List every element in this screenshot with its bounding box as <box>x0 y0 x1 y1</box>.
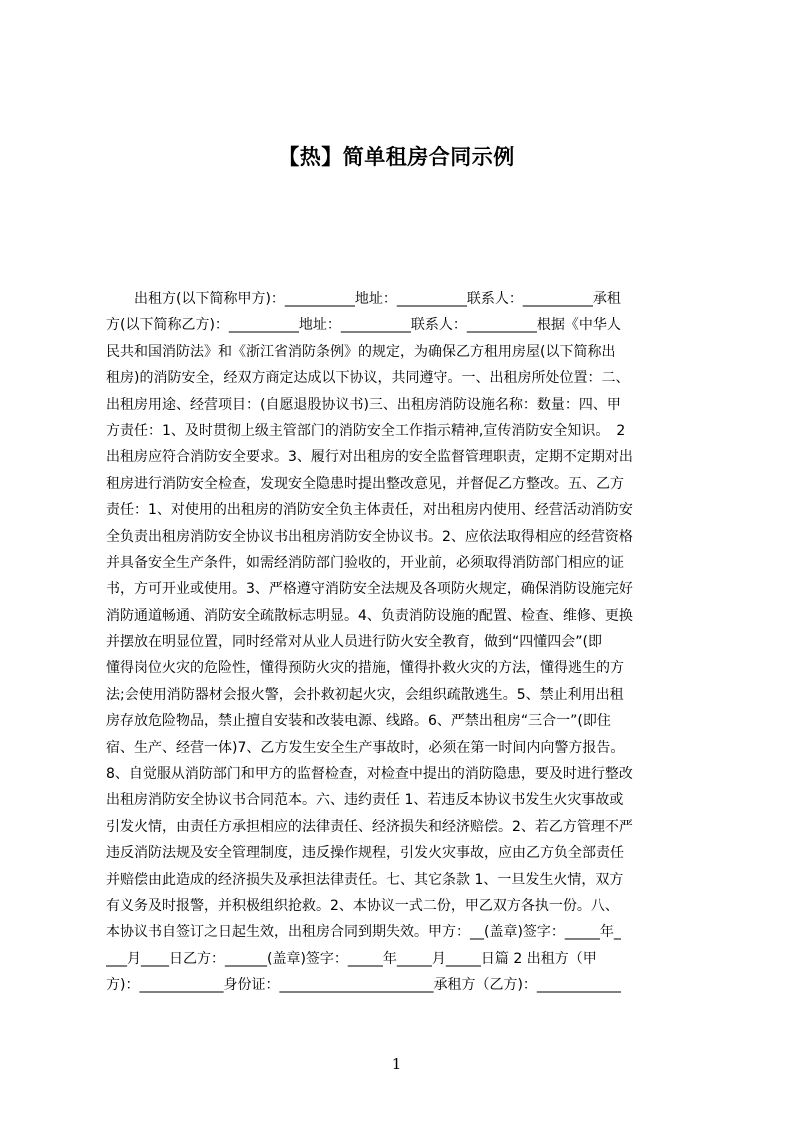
text-line: 出租房用途、经营项目：(自愿退股协议书)三、出租房消防设施名称：数量：四、甲 <box>106 396 621 413</box>
text-line: 书，方可开业或使用。3、严格遵守消防安全法规及各项防火规定，确保消防设施完好 <box>106 581 633 598</box>
page-number: 1 <box>391 1055 402 1073</box>
contract-body <box>106 286 698 1026</box>
text-line: 法;会使用消防器材会报火警，会扑救初起火灾，会组织疏散逃生。5、禁止利用出租 <box>106 686 624 703</box>
text-line: 租房)的消防安全，经双方商定达成以下协议，共同遵守。一、出租房所处位置：二、 <box>106 370 630 387</box>
text-line: 责任：1、对使用的出租房的消防安全负主体责任，对出租房内使用、经营活动消防安 <box>106 502 633 519</box>
text-line: 并具备安全生产条件，如需经消防部门验收的，开业前，必须取得消防部门相应的证 <box>106 554 624 571</box>
text-line: 8、自觉服从消防部门和甲方的监督检查，对检查中提出的消防隐患，要及时进行整改 <box>106 766 633 783</box>
text-line: 方)：____________身份证：______________________承租方（乙方)：____________ <box>106 977 621 994</box>
text-line: 并摆放在明显位置，同时经常对从业人员进行防火安全教育，做到“四懂四会”(即 <box>106 634 602 651</box>
text-line: 引发火情，由责任方承担相应的法律责任、经济损失和经济赔偿。2、若乙方管理不严 <box>106 818 633 835</box>
text-line: 并赔偿由此造成的经济损失及承担法律责任。七、其它条款 1、一旦发生火情，双方 <box>106 871 624 888</box>
text-line: 出租房应符合消防安全要求。3、履行对出租房的安全监督管理职责，定期不定期对出 <box>106 449 633 466</box>
text-line: 方责任：1、及时贯彻上级主管部门的消防安全工作指示精神,宣传消防安全知识。 2 <box>106 422 626 439</box>
text-line: 方(以下简称乙方)：__________地址：__________联系人：__________根据《中华人 <box>106 317 621 334</box>
text-line: 房存放危险物品，禁止擅自安装和改装电源、线路。6、严禁出租房“三合一”(即住 <box>106 713 611 730</box>
text-line: 懂得岗位火灾的危险性，懂得预防火灾的措施，懂得扑救火灾的方法，懂得逃生的方 <box>106 660 624 677</box>
text-line: 宿、生产、经营一体)7、乙方发生安全生产事故时，必须在第一时间内向警方报告。 <box>106 739 625 756</box>
text-line: 民共和国消防法》和《浙江省消防条例》的规定，为确保乙方租用房屋(以下简称出 <box>106 343 616 360</box>
text-line: 消防通道畅通、消防安全疏散标志明显。4、负责消防设施的配置、检查、维修、更换 <box>106 607 633 624</box>
text-line: 全负责出租房消防安全协议书出租房消防安全协议书。2、应依法取得相应的经营资格 <box>106 528 633 545</box>
text-line: 有义务及时报警，并积极组织抢救。2、本协议一式二份，甲乙双方各执一份。八、 <box>106 897 619 914</box>
text-line: 出租房消防安全协议书合同范本。六、违约责任 1、若违反本协议书发生火灾事故或 <box>106 792 624 809</box>
text-line: 本协议书自签订之日起生效，出租房合同到期失效。甲方：__(盖章)签字：_____年_ <box>106 924 621 941</box>
page-title: 【热】简单租房合同示例 <box>278 145 515 169</box>
text-line: ___月____日乙方：______(盖章)签字：_____年_____月_____日篇 2 出租方（甲 <box>106 950 597 967</box>
text-line: 出租方(以下简称甲方)：__________地址：__________联系人：__________承租 <box>106 291 621 307</box>
text-line: 租房进行消防安全检查，发现安全隐患时提出整改意见，并督促乙方整改。五、乙方 <box>106 475 624 492</box>
text-line: 违反消防法规及安全管理制度，违反操作规程，引发火灾事故，应由乙方负全部责任 <box>106 845 624 862</box>
